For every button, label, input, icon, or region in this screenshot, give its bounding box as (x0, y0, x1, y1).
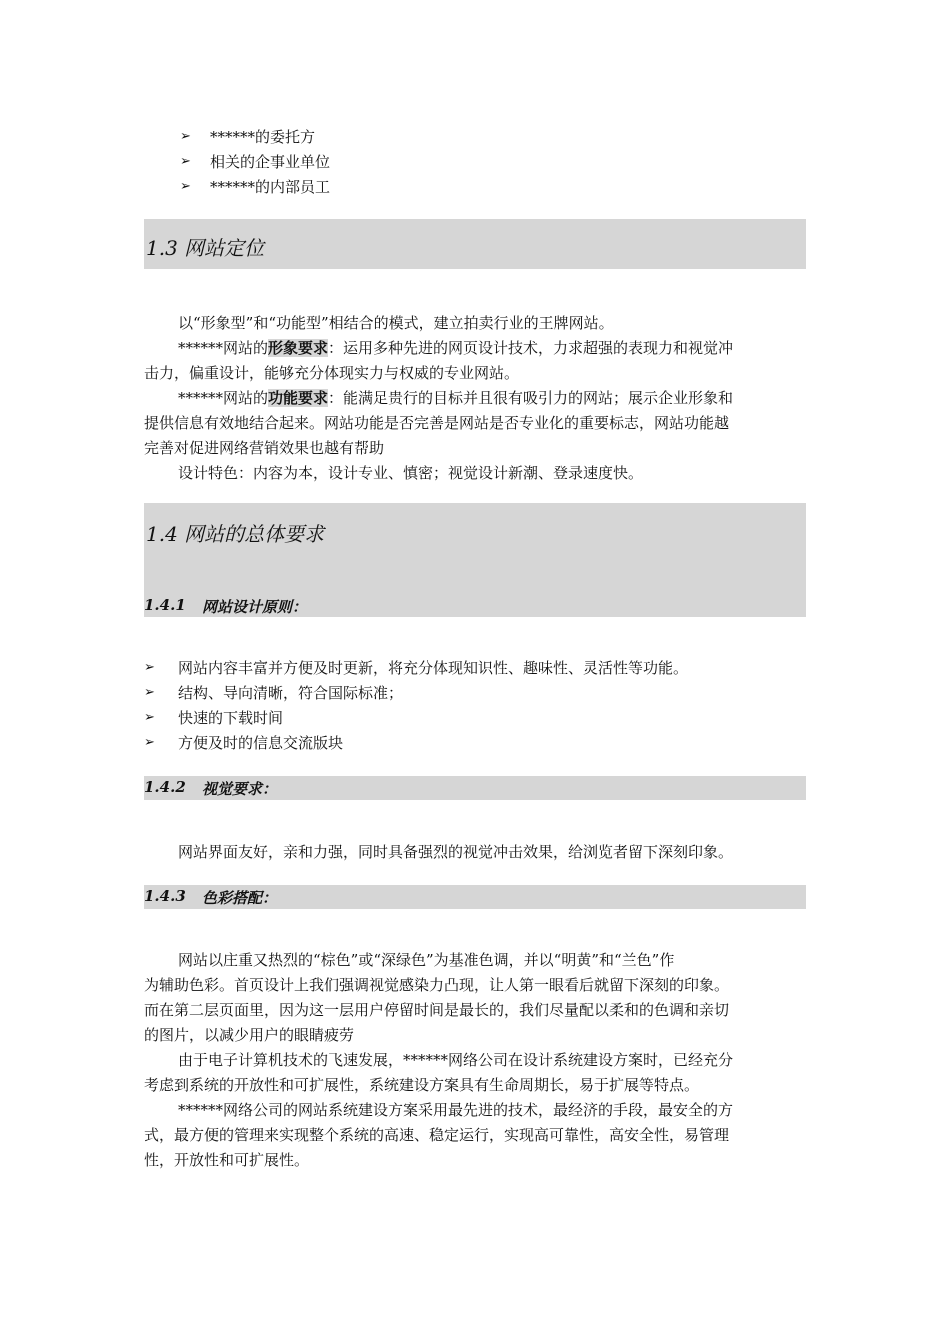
list-item-text: 结构、导向清晰，符合国际标准； (178, 684, 404, 702)
paragraph-line: 的图片，以减少用户的眼睛疲劳 (144, 1026, 355, 1044)
paragraph-line: 击力，偏重设计，能够充分体现实力与权威的专业网站。 (144, 364, 520, 382)
section-heading-text: 1.4 网站的总体要求 (146, 522, 325, 546)
paragraph-line: ******网络公司的网站系统建设方案采用最先进的技术，最经济的手段，最安全的方 (178, 1101, 734, 1119)
paragraph-line: 以“形象型”和“功能型”相结合的模式，建立拍卖行业的王牌网站。 (178, 314, 614, 332)
subsection-heading-1-4-3 (144, 885, 806, 909)
subsection-number: 1.4.1 (144, 596, 186, 614)
list-item-text: 相关的企事业单位 (210, 153, 331, 171)
paragraph-text: ******网站的 (178, 389, 269, 407)
paragraph-text: ******网站的 (178, 339, 269, 357)
arrow-bullet-icon: ➢ (180, 179, 191, 194)
arrow-bullet-icon: ➢ (144, 660, 155, 675)
paragraph-line (178, 388, 806, 408)
paragraph-text: ：能满足贵行的目标并且很有吸引力的网站；展示企业形象和 (328, 389, 734, 407)
list-item-text: 网站内容丰富并方便及时更新，将充分体现知识性、趣味性、灵活性等功能。 (178, 659, 689, 677)
subsection-title: 视觉要求： (202, 780, 278, 798)
arrow-bullet-icon: ➢ (144, 685, 155, 700)
list-item-text: ******的内部员工 (210, 178, 331, 196)
section-heading-1-3 (144, 219, 806, 269)
list-item-text: 快速的下载时间 (178, 709, 284, 727)
paragraph-line: 式，最方便的管理来实现整个系统的高速、稳定运行，实现高可靠性，高安全性，易管理 (144, 1126, 730, 1144)
paragraph-text: ：运用多种先进的网页设计技术，力求超强的表现力和视觉冲 (328, 339, 734, 357)
highlight-term: 形象要求 (268, 339, 329, 357)
paragraph-line: 由于电子计算机技术的飞速发展，******网络公司在设计系统建设方案时，已经充分 (178, 1051, 734, 1069)
highlight-term: 功能要求 (268, 389, 329, 407)
section-heading-text: 1.3 网站定位 (146, 236, 265, 260)
subsection-heading-1-4-1 (144, 595, 806, 617)
subsection-heading-1-4-2 (144, 776, 806, 800)
paragraph-line: 为辅助色彩。首页设计上我们强调视觉感染力凸现，让人第一眼看后就留下深刻的印象。 (144, 976, 730, 994)
arrow-bullet-icon: ➢ (180, 154, 191, 169)
paragraph-line: 性，开放性和可扩展性。 (144, 1151, 310, 1169)
paragraph-line: 网站以庄重又热烈的“棕色”或“深绿色”为基准色调，并以“明黄”和“兰色”作 (178, 951, 675, 969)
paragraph-line: 完善对促进网络营销效果也越有帮助 (144, 439, 385, 457)
list-item-text: ******的委托方 (210, 128, 316, 146)
paragraph-line (178, 338, 806, 358)
subsection-number: 1.4.2 (144, 778, 186, 796)
paragraph-line: 网站界面友好，亲和力强，同时具备强烈的视觉冲击效果，给浏览者留下深刻印象。 (178, 843, 734, 861)
subsection-title: 色彩搭配： (202, 889, 278, 907)
arrow-bullet-icon: ➢ (144, 735, 155, 750)
paragraph-line: 而在第二层页面里，因为这一层用户停留时间是最长的，我们尽量配以柔和的色调和亲切 (144, 1001, 730, 1019)
paragraph-line: 设计特色：内容为本，设计专业、慎密；视觉设计新潮、登录速度快。 (178, 464, 644, 482)
paragraph-line: 考虑到系统的开放性和可扩展性，系统建设方案具有生命周期长，易于扩展等特点。 (144, 1076, 700, 1094)
subsection-number: 1.4.3 (144, 887, 186, 905)
arrow-bullet-icon: ➢ (144, 710, 155, 725)
arrow-bullet-icon: ➢ (180, 129, 191, 144)
list-item-text: 方便及时的信息交流版块 (178, 734, 344, 752)
subsection-title: 网站设计原则： (202, 598, 308, 616)
paragraph-line: 提供信息有效地结合起来。网站功能是否完善是网站是否专业化的重要标志，网站功能越 (144, 414, 730, 432)
